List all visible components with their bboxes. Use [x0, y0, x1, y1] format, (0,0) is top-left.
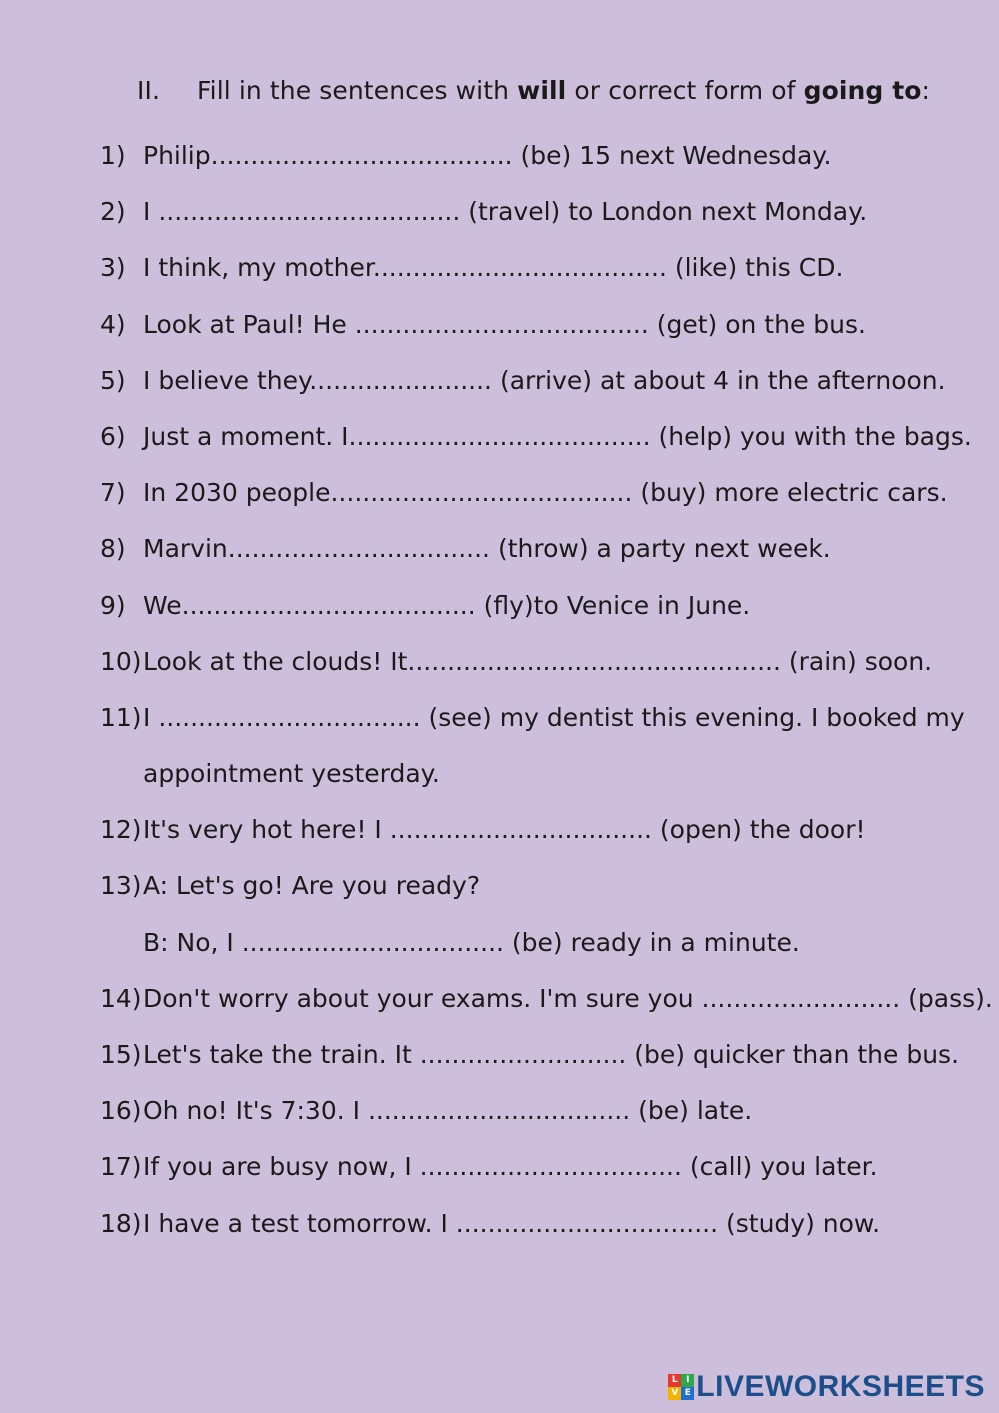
- heading-text-after: :: [921, 76, 931, 105]
- heading-bold-will: will: [517, 76, 567, 105]
- exercise-item-2: [100, 192, 980, 248]
- item-number: 6): [100, 421, 126, 451]
- exercise-item-15: [100, 1035, 980, 1091]
- exercise-item-11-continued: [100, 754, 980, 810]
- item-number: 2): [100, 197, 126, 227]
- item-sentence: B: No, I ................................. (be) ready in a minute.: [143, 927, 800, 957]
- item-sentence: A: Let's go! Are you ready?: [143, 871, 481, 901]
- item-sentence: Don't worry about your exams. I'm sure you ......................... (pass).: [143, 983, 993, 1013]
- item-number: 9): [100, 590, 126, 620]
- item-sentence: Marvin................................. (throw) a party next week.: [143, 534, 831, 564]
- item-sentence: We..................................... (fly)to Venice in June.: [143, 590, 751, 620]
- item-sentence: I have a test tomorrow. I ................................. (study) now.: [143, 1208, 881, 1238]
- exercise-item-10: [100, 642, 980, 698]
- item-number: 1): [100, 141, 126, 170]
- exercise-item-6: [100, 417, 980, 473]
- exercise-item-14: [100, 979, 993, 1035]
- heading-text-middle: or correct form of: [566, 76, 804, 105]
- item-number: 10): [100, 646, 142, 676]
- item-sentence: Let's take the train. It .......................... (be) quicker than the bus.: [143, 1040, 960, 1069]
- item-sentence: Oh no! It's 7:30. I ................................. (be) late.: [143, 1096, 753, 1126]
- mark-letter-v: V: [668, 1387, 681, 1400]
- item-number: 5): [100, 365, 126, 395]
- heading-text-before: Fill in the sentences with: [197, 76, 518, 105]
- exercise-item-17: [100, 1147, 980, 1203]
- item-number: 12): [100, 815, 142, 845]
- item-sentence: I ...................................... (travel) to London next Monday.: [143, 197, 868, 227]
- exercise-item-3: [100, 248, 980, 304]
- exercise-item-8: [100, 529, 980, 585]
- item-sentence: I believe they....................... (arrive) at about 4 in the afternoon.: [143, 365, 946, 395]
- item-sentence: I think, my mother..................................... (like) this CD.: [143, 253, 844, 283]
- exercise-item-16: [100, 1091, 980, 1147]
- item-sentence: appointment yesterday.: [143, 759, 440, 789]
- item-number: 3): [100, 253, 126, 283]
- item-sentence: It's very hot here! I ................................. (open) the door!: [143, 815, 866, 845]
- exercise-heading: [137, 72, 930, 110]
- liveworksheets-wordmark: LIVEWORKSHEETS: [696, 1370, 985, 1403]
- exercise-item-13: [100, 866, 980, 922]
- item-number: 11): [100, 702, 142, 732]
- item-sentence: Look at the clouds! It............................................... (rain) soon.: [143, 646, 933, 676]
- exercise-item-12: [100, 810, 980, 866]
- item-number: 15): [100, 1040, 142, 1069]
- exercise-item-18: [100, 1204, 980, 1260]
- exercise-item-5: [100, 361, 980, 417]
- item-number: 7): [100, 478, 126, 508]
- item-sentence: In 2030 people...................................... (buy) more electric cars.: [143, 478, 948, 508]
- exercise-list: [100, 136, 993, 1260]
- item-number: 8): [100, 534, 126, 564]
- item-number: 13): [100, 871, 142, 901]
- item-sentence: Just a moment. I...................................... (help) you with the bags.: [143, 421, 972, 451]
- exercise-item-9: [100, 586, 980, 642]
- item-number: 17): [100, 1152, 142, 1182]
- item-number: 16): [100, 1096, 142, 1126]
- exercise-item-4: [100, 305, 980, 361]
- item-number: 18): [100, 1208, 142, 1238]
- mark-letter-i: I: [681, 1374, 694, 1387]
- item-sentence: If you are busy now, I ................................. (call) you later.: [143, 1152, 878, 1182]
- mark-letter-l: L: [668, 1374, 681, 1387]
- item-sentence: I ................................. (see) my dentist this evening. I booked my: [143, 702, 965, 732]
- heading-bold-going-to: going to: [803, 76, 922, 105]
- exercise-number: II.: [137, 76, 160, 105]
- item-number: 4): [100, 309, 126, 339]
- exercise-item-7: [100, 473, 980, 529]
- item-sentence: Philip...................................... (be) 15 next Wednesday.: [143, 141, 832, 170]
- exercise-item-13-continued: [100, 923, 980, 979]
- item-sentence: Look at Paul! He ..................................... (get) on the bus.: [143, 309, 866, 339]
- mark-letter-e: E: [681, 1387, 694, 1400]
- liveworksheets-mark-icon: [668, 1374, 694, 1400]
- exercise-item-1: [100, 136, 980, 192]
- exercise-item-11: [100, 698, 980, 754]
- liveworksheets-logo[interactable]: [668, 1369, 985, 1405]
- item-number: 14): [100, 983, 142, 1013]
